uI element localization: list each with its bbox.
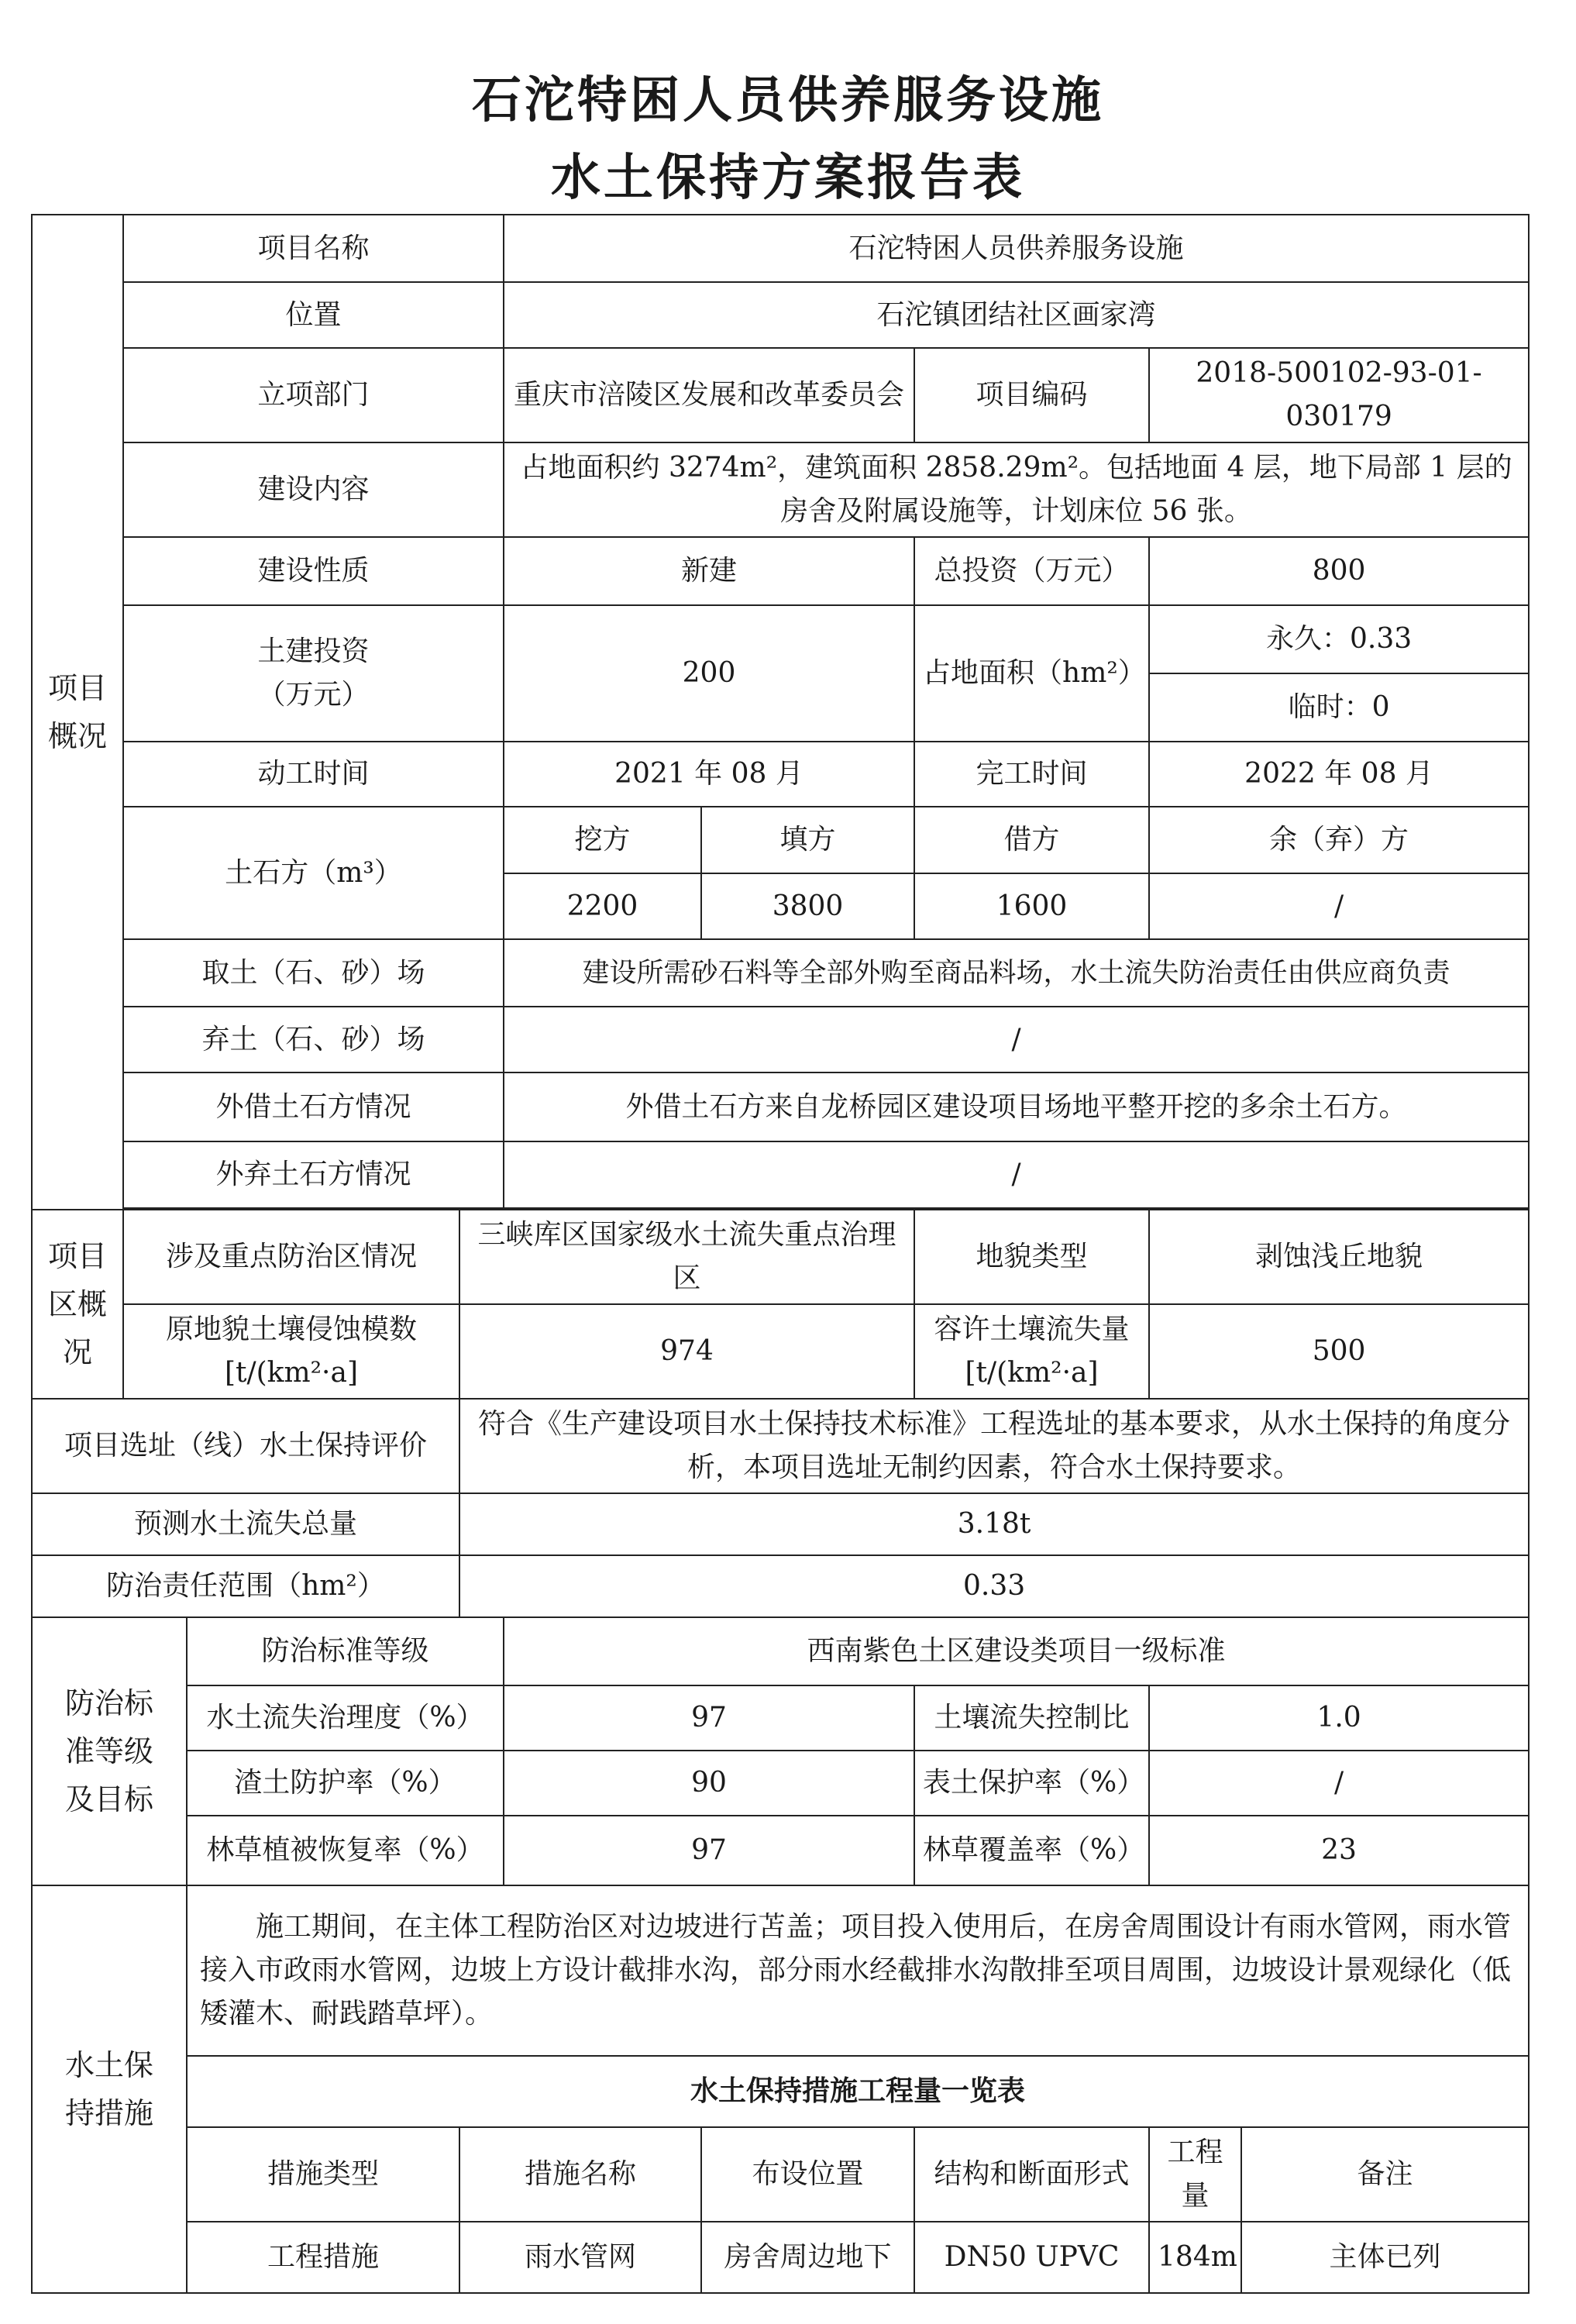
value-vegetation-recovery: 97	[504, 1816, 914, 1885]
measures-header-remark: 备注	[1241, 2127, 1529, 2222]
label-land-area: 占地面积（hm²）	[914, 605, 1149, 742]
value-erosion-modulus: 974	[459, 1304, 914, 1399]
label-spoil-site: 弃土（石、砂）场	[123, 1007, 504, 1072]
report-table	[31, 214, 1530, 2294]
section-area-overview: 项目 区概 况	[32, 1210, 123, 1399]
value-spoil-site: /	[504, 1007, 1529, 1072]
value-borrow-site: 建设所需砂石料等全部外购至商品料场，水土流失防治责任由供应商负责	[504, 939, 1529, 1007]
value-civil-investment: 200	[504, 605, 914, 742]
value-landform: 剥蚀浅丘地貌	[1149, 1210, 1529, 1304]
earthwork-value-fill: 3800	[701, 873, 914, 939]
label-external-spoil: 外弃土石方情况	[123, 1141, 504, 1208]
value-construction-nature: 新建	[504, 537, 914, 605]
section-measures: 水土保 持措施	[32, 1885, 187, 2293]
label-predicted-loss: 预测水土流失总量	[32, 1493, 459, 1555]
value-topsoil-protection: /	[1149, 1751, 1529, 1816]
measures-row-quantity: 184m	[1149, 2222, 1241, 2293]
label-external-borrow: 外借土石方情况	[123, 1072, 504, 1141]
land-area-temporary: 临时：0	[1150, 673, 1528, 741]
value-spoil-protection: 90	[504, 1751, 914, 1816]
value-start-time: 2021 年 08 月	[504, 742, 914, 807]
value-soil-loss-ratio: 1.0	[1149, 1685, 1529, 1751]
document-title-line-2: 水土保持方案报告表	[551, 150, 1025, 207]
label-erosion-modulus: 原地貌土壤侵蚀模数[t/(km²·a]	[123, 1304, 459, 1399]
label-allowable-loss: 容许土壤流失量[t/(km²·a]	[914, 1304, 1149, 1399]
label-approval-dept: 立项部门	[123, 348, 504, 442]
earthwork-value-cut: 2200	[504, 873, 701, 939]
label-total-investment: 总投资（万元）	[914, 537, 1149, 605]
measures-header-name: 措施名称	[459, 2127, 701, 2222]
value-end-time: 2022 年 08 月	[1149, 742, 1529, 807]
label-vegetation-recovery: 林草植被恢复率（%）	[187, 1816, 504, 1885]
label-vegetation-coverage: 林草覆盖率（%）	[914, 1816, 1149, 1885]
label-construction-nature: 建设性质	[123, 537, 504, 605]
value-approval-dept: 重庆市涪陵区发展和改革委员会	[504, 348, 914, 442]
earthwork-value-borrow: 1600	[914, 873, 1149, 939]
label-responsibility-scope: 防治责任范围（hm²）	[32, 1555, 459, 1617]
measures-row-location: 房舍周边地下	[701, 2222, 914, 2293]
earthwork-header-cut: 挖方	[504, 807, 701, 873]
label-civil-investment: 土建投资 （万元）	[123, 605, 504, 742]
value-project-name: 石沱特困人员供养服务设施	[504, 215, 1529, 282]
earthwork-header-fill: 填方	[701, 807, 914, 873]
value-external-borrow: 外借土石方来自龙桥园区建设项目场地平整开挖的多余土石方。	[504, 1072, 1529, 1141]
label-spoil-protection: 渣土防护率（%）	[187, 1751, 504, 1816]
label-project-code: 项目编码	[914, 348, 1149, 442]
measures-header-type: 措施类型	[187, 2127, 459, 2222]
land-area-permanent: 永久：0.33	[1265, 623, 1413, 655]
value-external-spoil: /	[504, 1141, 1529, 1208]
section-standards: 防治标 准等级 及目标	[32, 1617, 187, 1885]
label-project-name: 项目名称	[123, 215, 504, 282]
value-responsibility-scope: 0.33	[459, 1555, 1529, 1617]
measures-header-location: 布设位置	[701, 2127, 914, 2222]
value-total-investment: 800	[1149, 537, 1529, 605]
value-location: 石沱镇团结社区画家湾	[504, 282, 1529, 348]
value-predicted-loss: 3.18t	[459, 1493, 1529, 1555]
value-standard-grade: 西南紫色土区建设类项目一级标准	[504, 1617, 1529, 1685]
measures-header-structure: 结构和断面形式	[914, 2127, 1149, 2222]
value-vegetation-coverage: 23	[1149, 1816, 1529, 1885]
label-borrow-site: 取土（石、砂）场	[123, 939, 504, 1007]
label-topsoil-protection: 表土保护率（%）	[914, 1751, 1149, 1816]
label-construction-content: 建设内容	[123, 442, 504, 537]
earthwork-header-borrow: 借方	[914, 807, 1149, 873]
label-earthwork: 土石方（m³）	[123, 807, 504, 939]
value-allowable-loss: 500	[1149, 1304, 1529, 1399]
measures-row-structure: DN50 UPVC	[914, 2222, 1149, 2293]
section-project-overview: 项目 概况	[32, 215, 123, 1210]
label-soil-loss-ratio: 土壤流失控制比	[914, 1685, 1149, 1751]
measures-table-title: 水土保持措施工程量一览表	[187, 2056, 1529, 2127]
label-standard-grade: 防治标准等级	[187, 1617, 504, 1685]
measures-row-remark: 主体已列	[1241, 2222, 1529, 2293]
earthwork-value-spoil: /	[1149, 873, 1529, 939]
value-land-area	[1149, 605, 1529, 742]
measures-row-name: 雨水管网	[459, 2222, 701, 2293]
value-key-zone: 三峡库区国家级水土流失重点治理区	[459, 1210, 914, 1304]
measures-description: 施工期间，在主体工程防治区对边坡进行苫盖；项目投入使用后，在房舍周围设计有雨水管网，雨水管接入市政雨水管网，边坡上方设计截排水沟，部分雨水经截排水沟散排至项目周围，边坡设计景观绿化（低矮灌木、耐践踏草坪）。	[187, 1885, 1529, 2056]
value-site-evaluation: 符合《生产建设项目水土保持技术标准》工程选址的基本要求，从水土保持的角度分析，本项目选址无制约因素，符合水土保持要求。	[459, 1399, 1529, 1493]
earthwork-header-spoil: 余（弃）方	[1149, 807, 1529, 873]
value-erosion-control: 97	[504, 1685, 914, 1751]
label-start-time: 动工时间	[123, 742, 504, 807]
label-key-zone: 涉及重点防治区情况	[123, 1210, 459, 1304]
measures-row-type: 工程措施	[187, 2222, 459, 2293]
document-title-line-1: 石沱特困人员供养服务设施	[472, 72, 1104, 129]
measures-header-quantity: 工程量	[1149, 2127, 1241, 2222]
label-location: 位置	[123, 282, 504, 348]
label-erosion-control: 水土流失治理度（%）	[187, 1685, 504, 1751]
value-project-code: 2018-500102-93-01-030179	[1149, 348, 1529, 442]
label-site-evaluation: 项目选址（线）水土保持评价	[32, 1399, 459, 1493]
value-construction-content: 占地面积约 3274m²，建筑面积 2858.29m²。包括地面 4 层，地下局部 1 层的房舍及附属设施等，计划床位 56 张。	[504, 442, 1529, 537]
label-end-time: 完工时间	[914, 742, 1149, 807]
label-landform: 地貌类型	[914, 1210, 1149, 1304]
